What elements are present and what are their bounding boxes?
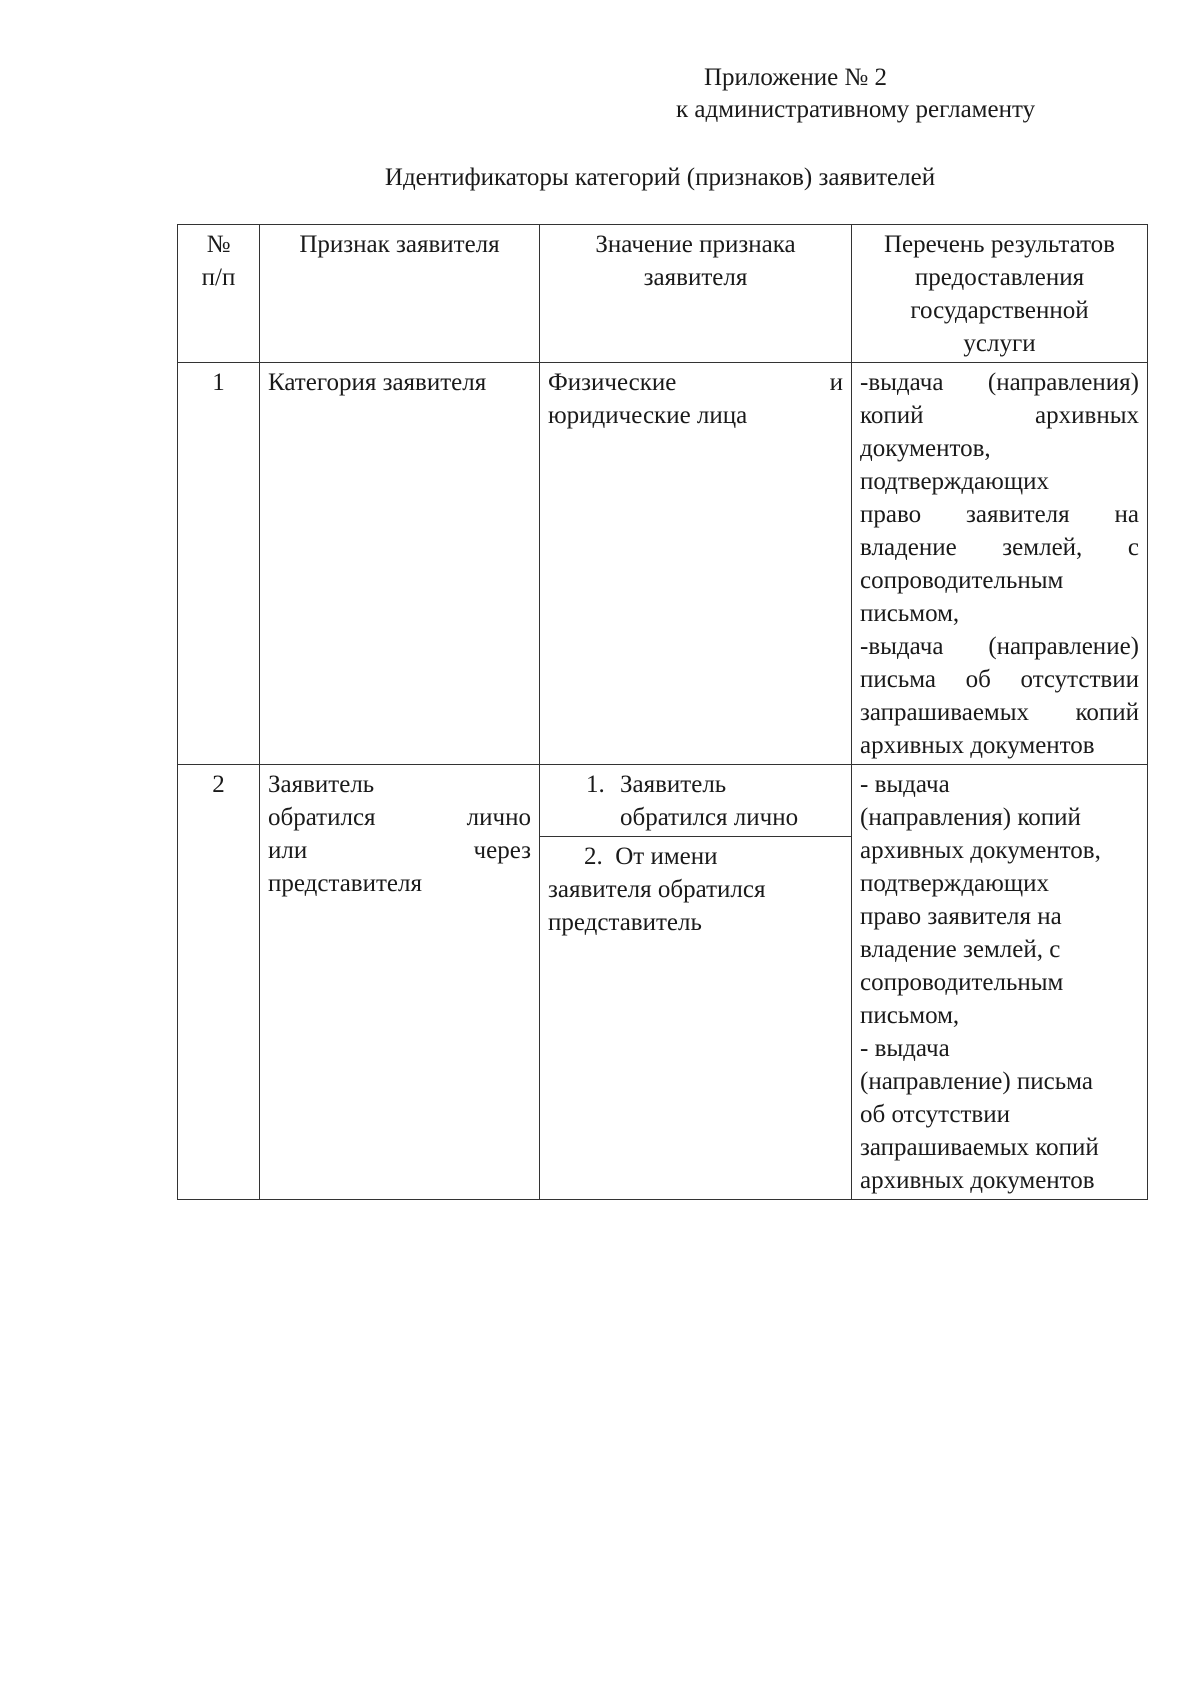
appendix-number: Приложение № 2 xyxy=(704,64,888,91)
row-results: -выдача (направления) копий архивных документов, подтверждающих право заявителя на владение землей, с сопроводительным письмом, -выдача (направление) письма об отсутствии запрашиваемых копий архивных документов xyxy=(852,363,1148,765)
row-results: - выдача (направления) копий архивных документов, подтверждающих право заявителя на владение землей, с сопроводительным письмом, - выдача (направление) письма об отсутствии запрашиваемых копий архивных документов xyxy=(852,765,1148,1200)
document-title: Идентификаторы категорий (признаков) заявителей xyxy=(384,164,936,191)
appendix-caption xyxy=(676,62,1116,126)
table-row xyxy=(178,765,1148,1200)
header-value: Значение признака заявителя xyxy=(540,225,852,363)
value-option-2: 2. От имени заявителя обратился представитель xyxy=(540,836,851,941)
header-results: Перечень результатов предоставления государственной услуги xyxy=(852,225,1148,363)
header-number: № п/п xyxy=(178,225,260,363)
row-number: 2 xyxy=(178,765,260,1200)
row-feature: Категория заявителя xyxy=(260,363,540,765)
appendix-reference: к административному регламенту xyxy=(676,96,1036,123)
applicant-categories-table xyxy=(177,224,1148,1200)
row-number: 1 xyxy=(178,363,260,765)
row-feature: Заявитель обратился лично или через представителя xyxy=(260,765,540,1200)
table-row xyxy=(178,363,1148,765)
value-option-1: 1. Заявитель обратился лично xyxy=(586,771,799,831)
row-values xyxy=(540,765,852,1200)
header-feature: Признак заявителя xyxy=(260,225,540,363)
table-header-row xyxy=(178,225,1148,363)
row-value: Физические и юридические лица xyxy=(540,363,852,765)
